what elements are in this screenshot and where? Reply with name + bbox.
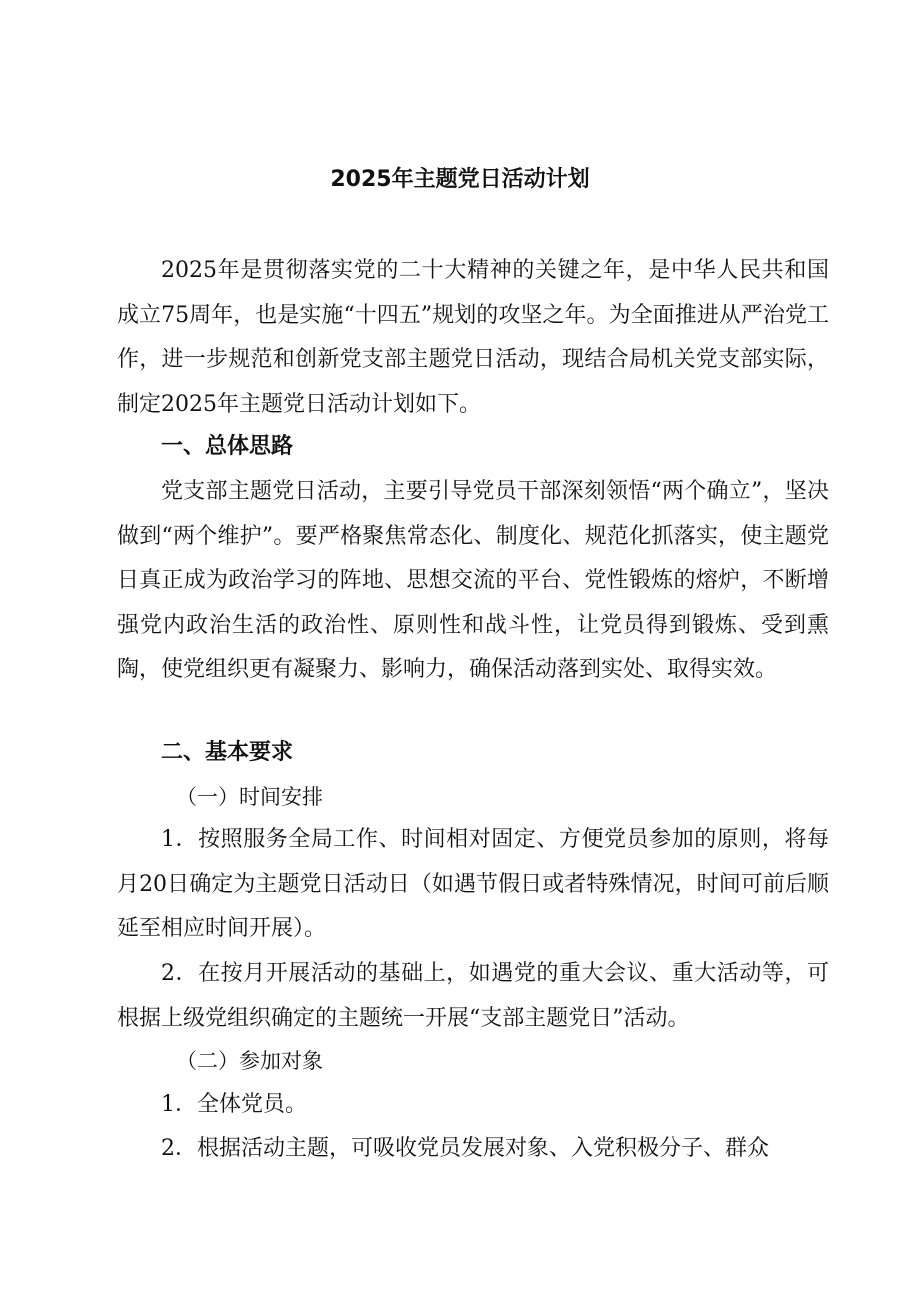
section-heading-basic-requirements: 二、基本要求 (161, 740, 294, 765)
time-item-2: 2．在按月开展活动的基础上，如遇党的重大会议、重大活动等，可根据上级党组织确定的主题统一开展“支部主题党日”活动。 (117, 961, 829, 1031)
intro-paragraph: 2025年是贯彻落实党的二十大精神的关键之年，是中华人民共和国成立75周年，也是实施“十四五”规划的攻坚之年。为全面推进从严治党工作，进一步规范和创新党支部主题党日活动，现结合局机关党支部实际，制定2025年主题党日活动计划如下。 (117, 258, 829, 417)
section-heading-overall-approach: 一、总体思路 (161, 434, 294, 459)
participants-item-2: 2．根据活动主题，可吸收党员发展对象、入党积极分子、群众 (161, 1136, 769, 1161)
section1-paragraph: 党支部主题党日活动，主要引导党员干部深刻领悟“两个确立”，坚决做到“两个维护”。要严格聚焦常态化、制度化、规范化抓落实，使主题党日真正成为政治学习的阵地、思想交流的平台、党性锻炼的熔炉，不断增强党内政治生活的政治性、原则性和战斗性，让党员得到锻炼、受到熏陶，使党组织更有凝聚力、影响力，确保活动落到实处、取得实效。 (117, 479, 829, 683)
subheading-time-arrangement: （一）时间安排 (176, 785, 323, 809)
document-title: 2025年主题党日活动计划 (330, 167, 590, 192)
time-item-1: 1．按照服务全局工作、时间相对固定、方便党员参加的原则，将每月20日确定为主题党日活动日（如遇节假日或者特殊情况，时间可前后顺延至相应时间开展）。 (117, 827, 829, 942)
participants-item-1: 1．全体党员。 (161, 1092, 307, 1117)
subheading-participants: （二）参加对象 (176, 1049, 323, 1073)
